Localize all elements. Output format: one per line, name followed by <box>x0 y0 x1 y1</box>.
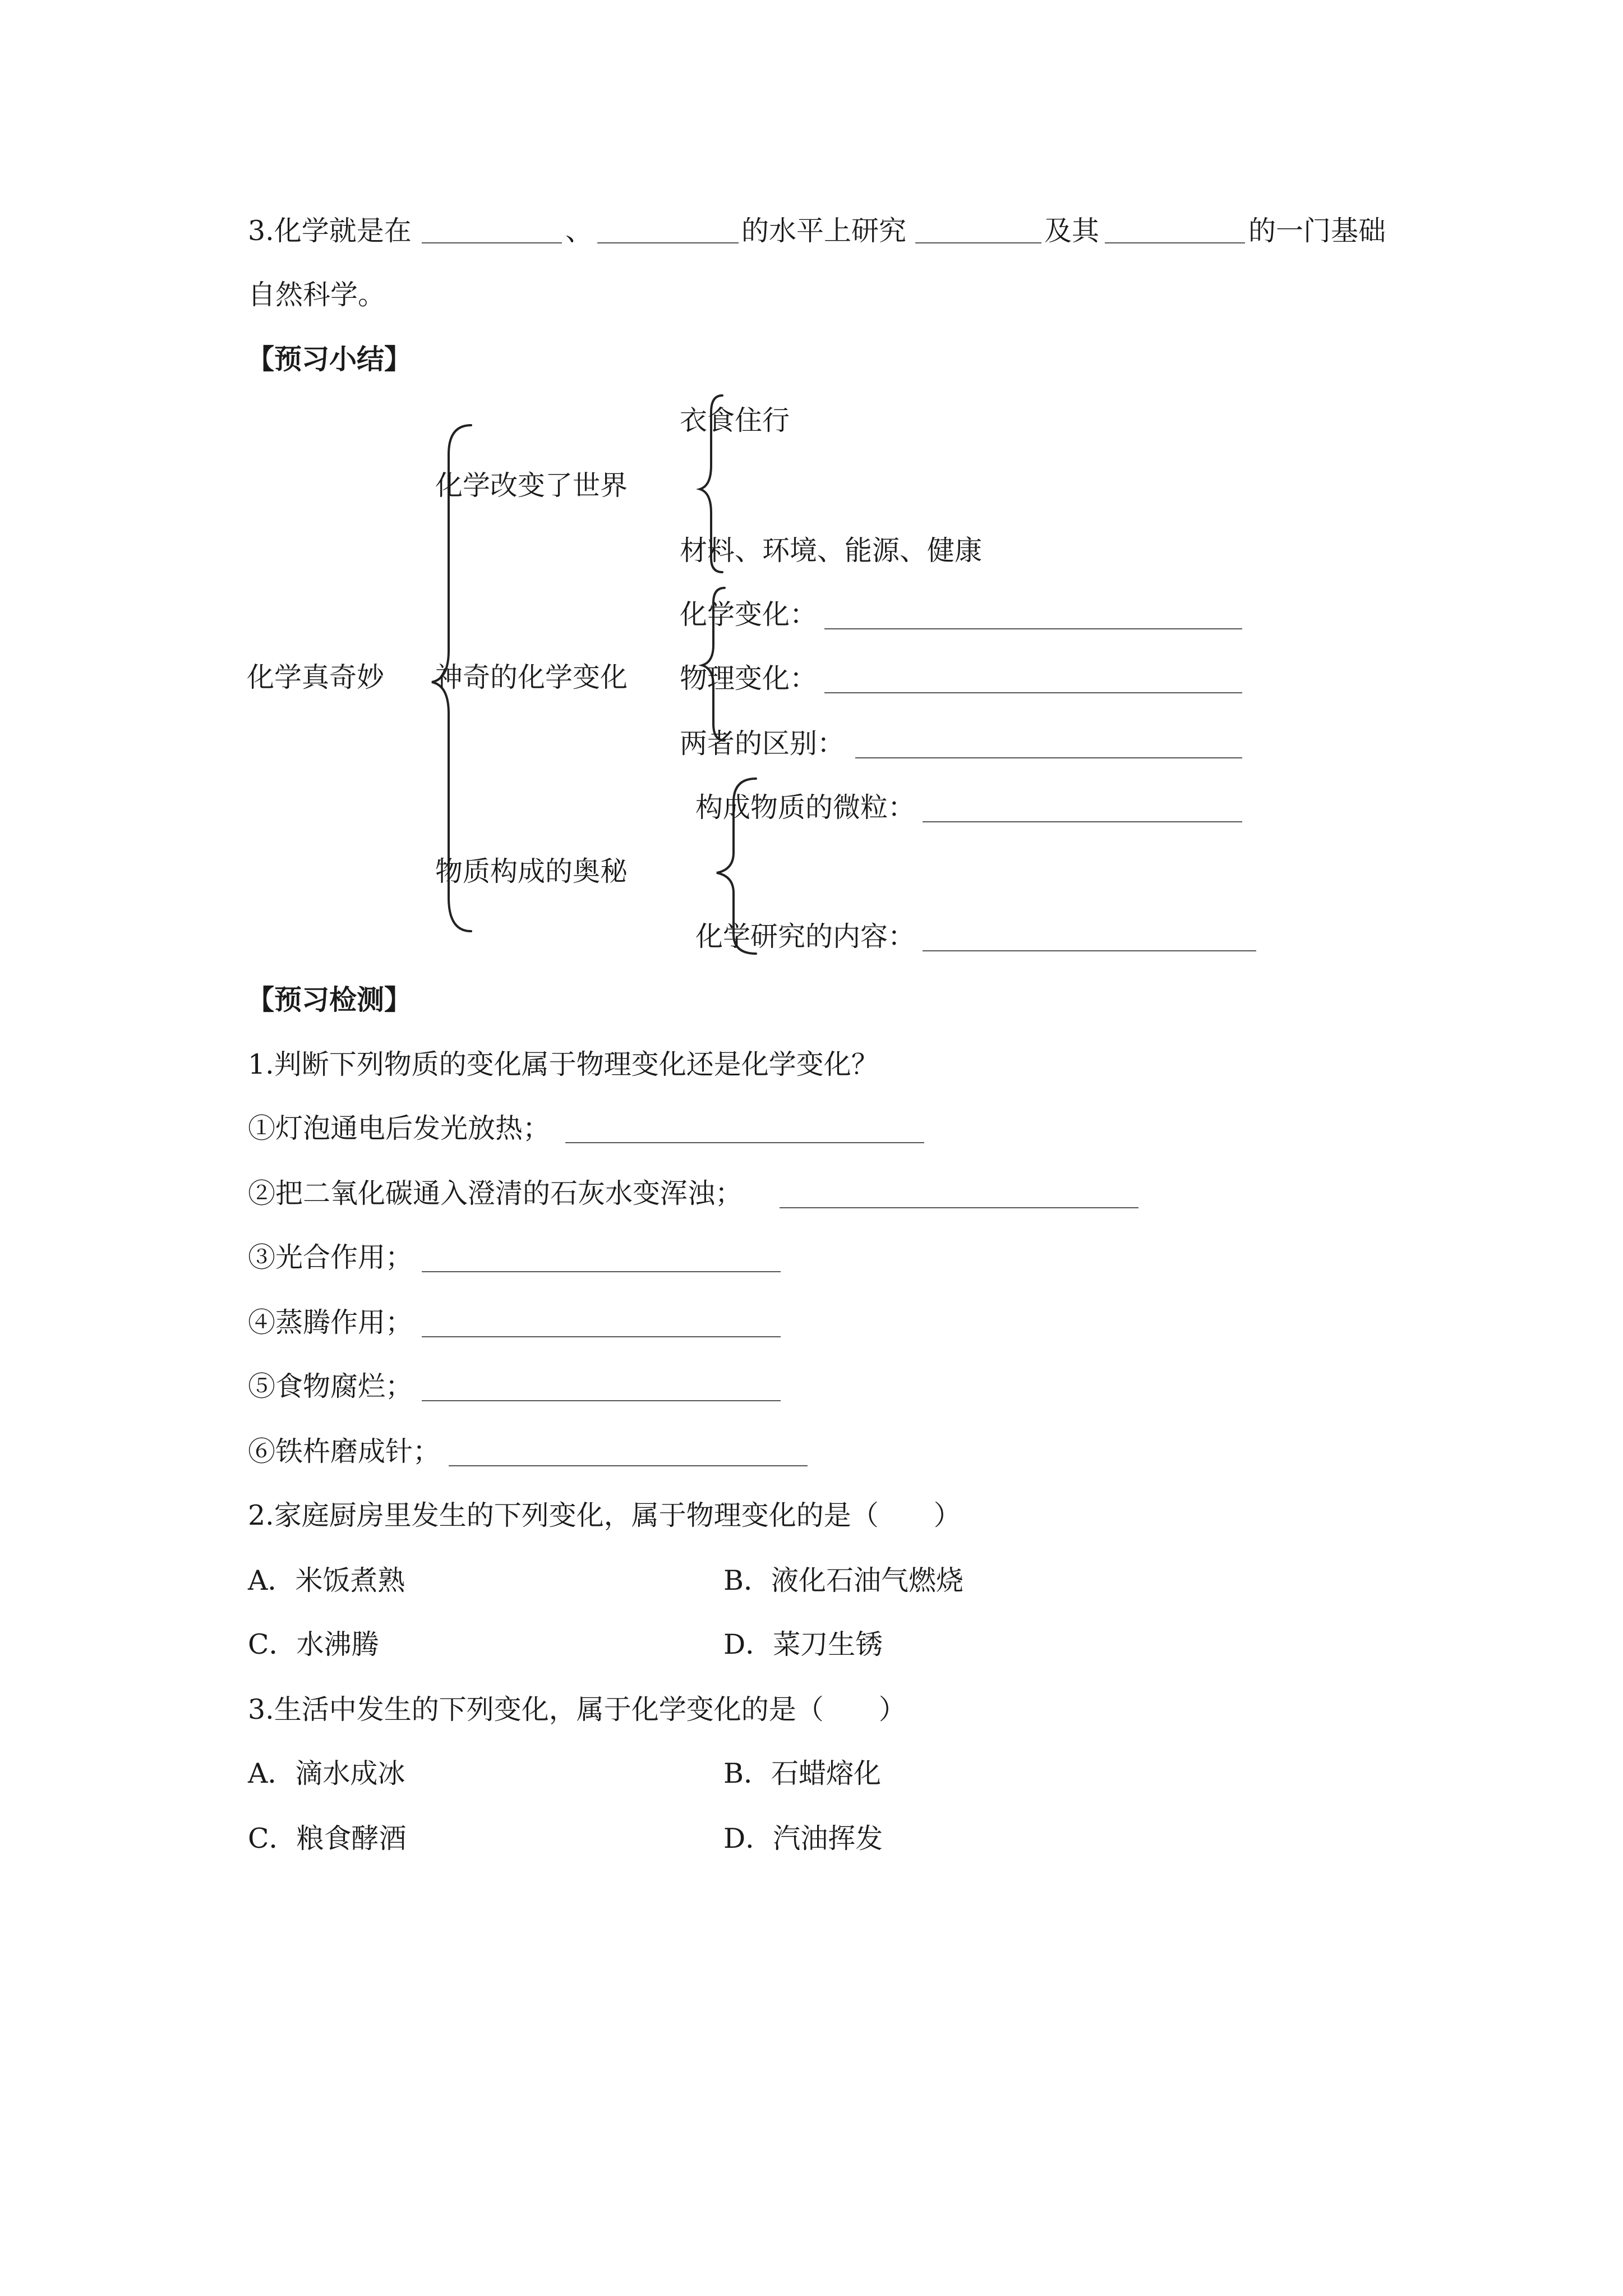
q3-option-c[interactable]: C．粮食酵酒 <box>248 1823 407 1855</box>
answer-line[interactable] <box>855 757 1242 758</box>
check-heading: 【预习检测】 <box>247 983 412 1016</box>
map-branch2-label: 神奇的化学变化 <box>435 661 628 693</box>
q3-stem: 3.生活中发生的下列变化，属于化学变化的是（ ） <box>248 1694 906 1726</box>
map-branch2-item: 化学变化： <box>680 599 818 631</box>
answer-line[interactable] <box>422 1271 781 1272</box>
map-branch1-item: 衣食住行 <box>680 404 790 436</box>
q2-stem: 2.家庭厨房里发生的下列变化，属于物理变化的是（ ） <box>248 1499 961 1531</box>
q3-intro-text-1: 3.化学就是在 <box>248 215 412 247</box>
q1-item: ⑥铁杵磨成针； <box>248 1435 441 1467</box>
map-branch2-item: 两者的区别： <box>680 728 845 760</box>
q2-option-b[interactable]: B．液化石油气燃烧 <box>723 1565 964 1596</box>
map-root: 化学真奇妙 <box>247 661 385 693</box>
map-branch3-item: 化学研究的内容： <box>695 921 916 953</box>
map-branch2-item: 物理变化： <box>680 662 818 694</box>
q3-option-d[interactable]: D．汽油挥发 <box>723 1823 883 1855</box>
q3-intro-text-5: 的一门基础 <box>1248 215 1386 247</box>
map-branch3-item: 构成物质的微粒： <box>695 792 916 823</box>
answer-line[interactable] <box>422 1400 781 1401</box>
map-branch3-label: 物质构成的奥秘 <box>435 855 628 887</box>
answer-line[interactable] <box>824 692 1242 693</box>
answer-line[interactable] <box>422 1336 781 1337</box>
q3-intro-line2: 自然科学。 <box>248 279 386 311</box>
answer-line[interactable] <box>780 1207 1138 1208</box>
q2-option-d[interactable]: D．菜刀生锈 <box>723 1628 883 1660</box>
answer-line[interactable] <box>449 1465 808 1466</box>
q3-intro-text-2: 、 <box>565 215 593 247</box>
answer-line[interactable] <box>824 628 1242 629</box>
summary-heading: 【预习小结】 <box>247 343 412 375</box>
q3-option-a[interactable]: A．滴水成冰 <box>248 1757 405 1789</box>
map-branch1-item: 材料、环境、能源、健康 <box>680 535 983 567</box>
q1-item: ①灯泡通电后发光放热； <box>248 1112 551 1144</box>
q3-option-b[interactable]: B．石蜡熔化 <box>723 1757 882 1789</box>
q1-item: ③光合作用； <box>248 1241 413 1273</box>
q1-item: ⑤食物腐烂； <box>248 1370 413 1402</box>
q3-intro-text-3: 的水平上研究 <box>741 215 907 247</box>
answer-line[interactable] <box>923 950 1256 951</box>
map-branch1-label: 化学改变了世界 <box>435 470 628 501</box>
answer-line[interactable] <box>923 821 1242 822</box>
q2-option-a[interactable]: A．米饭煮熟 <box>248 1565 405 1596</box>
q3-intro-text-4: 及其 <box>1044 215 1100 247</box>
q1-item: ④蒸腾作用； <box>248 1306 413 1338</box>
answer-line[interactable] <box>565 1142 924 1143</box>
q1-item: ②把二氧化碳通入澄清的石灰水变浑浊； <box>248 1177 743 1209</box>
q1-stem: 1.判断下列物质的变化属于物理变化还是化学变化？ <box>248 1048 879 1080</box>
q2-option-c[interactable]: C．水沸腾 <box>248 1628 379 1660</box>
